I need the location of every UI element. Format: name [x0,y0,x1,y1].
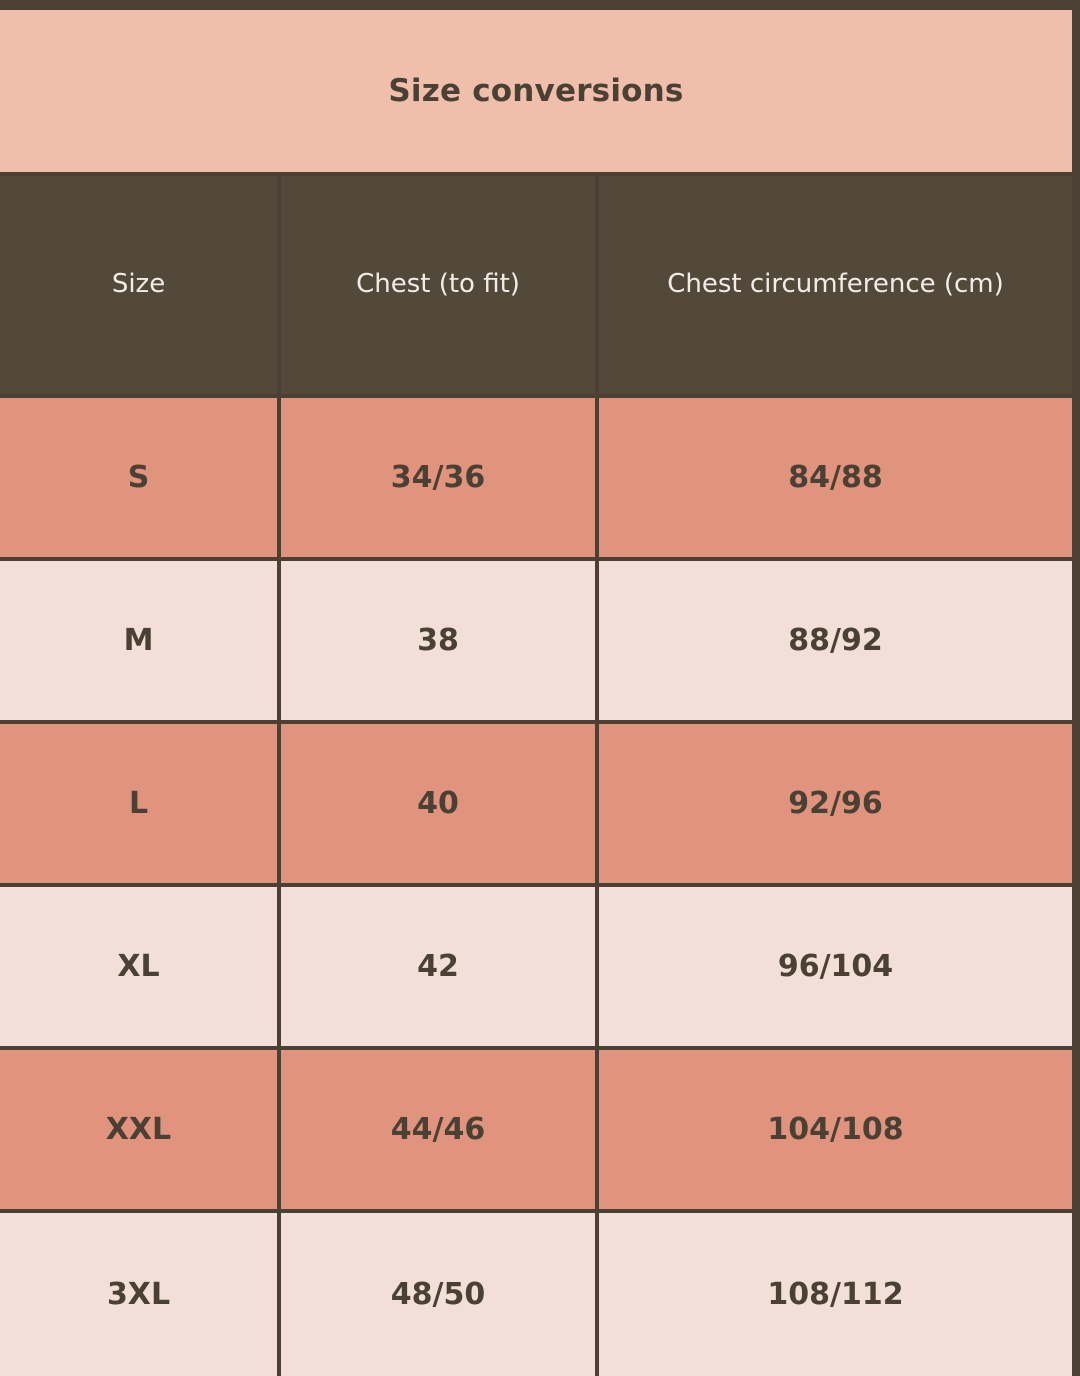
cell-chest-circumference: 104/108 [599,1050,1072,1213]
cell-chest-circumference: 108/112 [599,1213,1072,1376]
cell-chest-to-fit: 48/50 [281,1213,599,1376]
table-body [0,398,1072,1376]
cell-size: L [0,724,281,887]
cell-chest-to-fit: 44/46 [281,1050,599,1213]
cell-chest-circumference: 92/96 [599,724,1072,887]
table-row [0,887,1072,1050]
chart-title-bar [0,10,1072,172]
cell-chest-to-fit: 42 [281,887,599,1050]
cell-size: M [0,561,281,724]
table-row [0,398,1072,561]
cell-size: 3XL [0,1213,281,1376]
cell-chest-to-fit: 34/36 [281,398,599,561]
size-conversion-table [0,176,1072,1376]
column-header-chest-circumference: Chest circumference (cm) [599,176,1072,398]
cell-chest-to-fit: 40 [281,724,599,887]
cell-chest-circumference: 96/104 [599,887,1072,1050]
page-title: Size conversions [388,73,684,109]
column-header-size: Size [0,176,281,398]
table-row [0,1050,1072,1213]
table-row [0,1213,1072,1376]
cell-size: S [0,398,281,561]
table-row [0,561,1072,724]
cell-chest-to-fit: 38 [281,561,599,724]
cell-size: XL [0,887,281,1050]
column-header-chest-to-fit: Chest (to fit) [281,176,599,398]
table-header-row [0,176,1072,398]
cell-chest-circumference: 88/92 [599,561,1072,724]
table-header [0,176,1072,398]
cell-chest-circumference: 84/88 [599,398,1072,561]
cell-size: XXL [0,1050,281,1213]
table-row [0,724,1072,887]
